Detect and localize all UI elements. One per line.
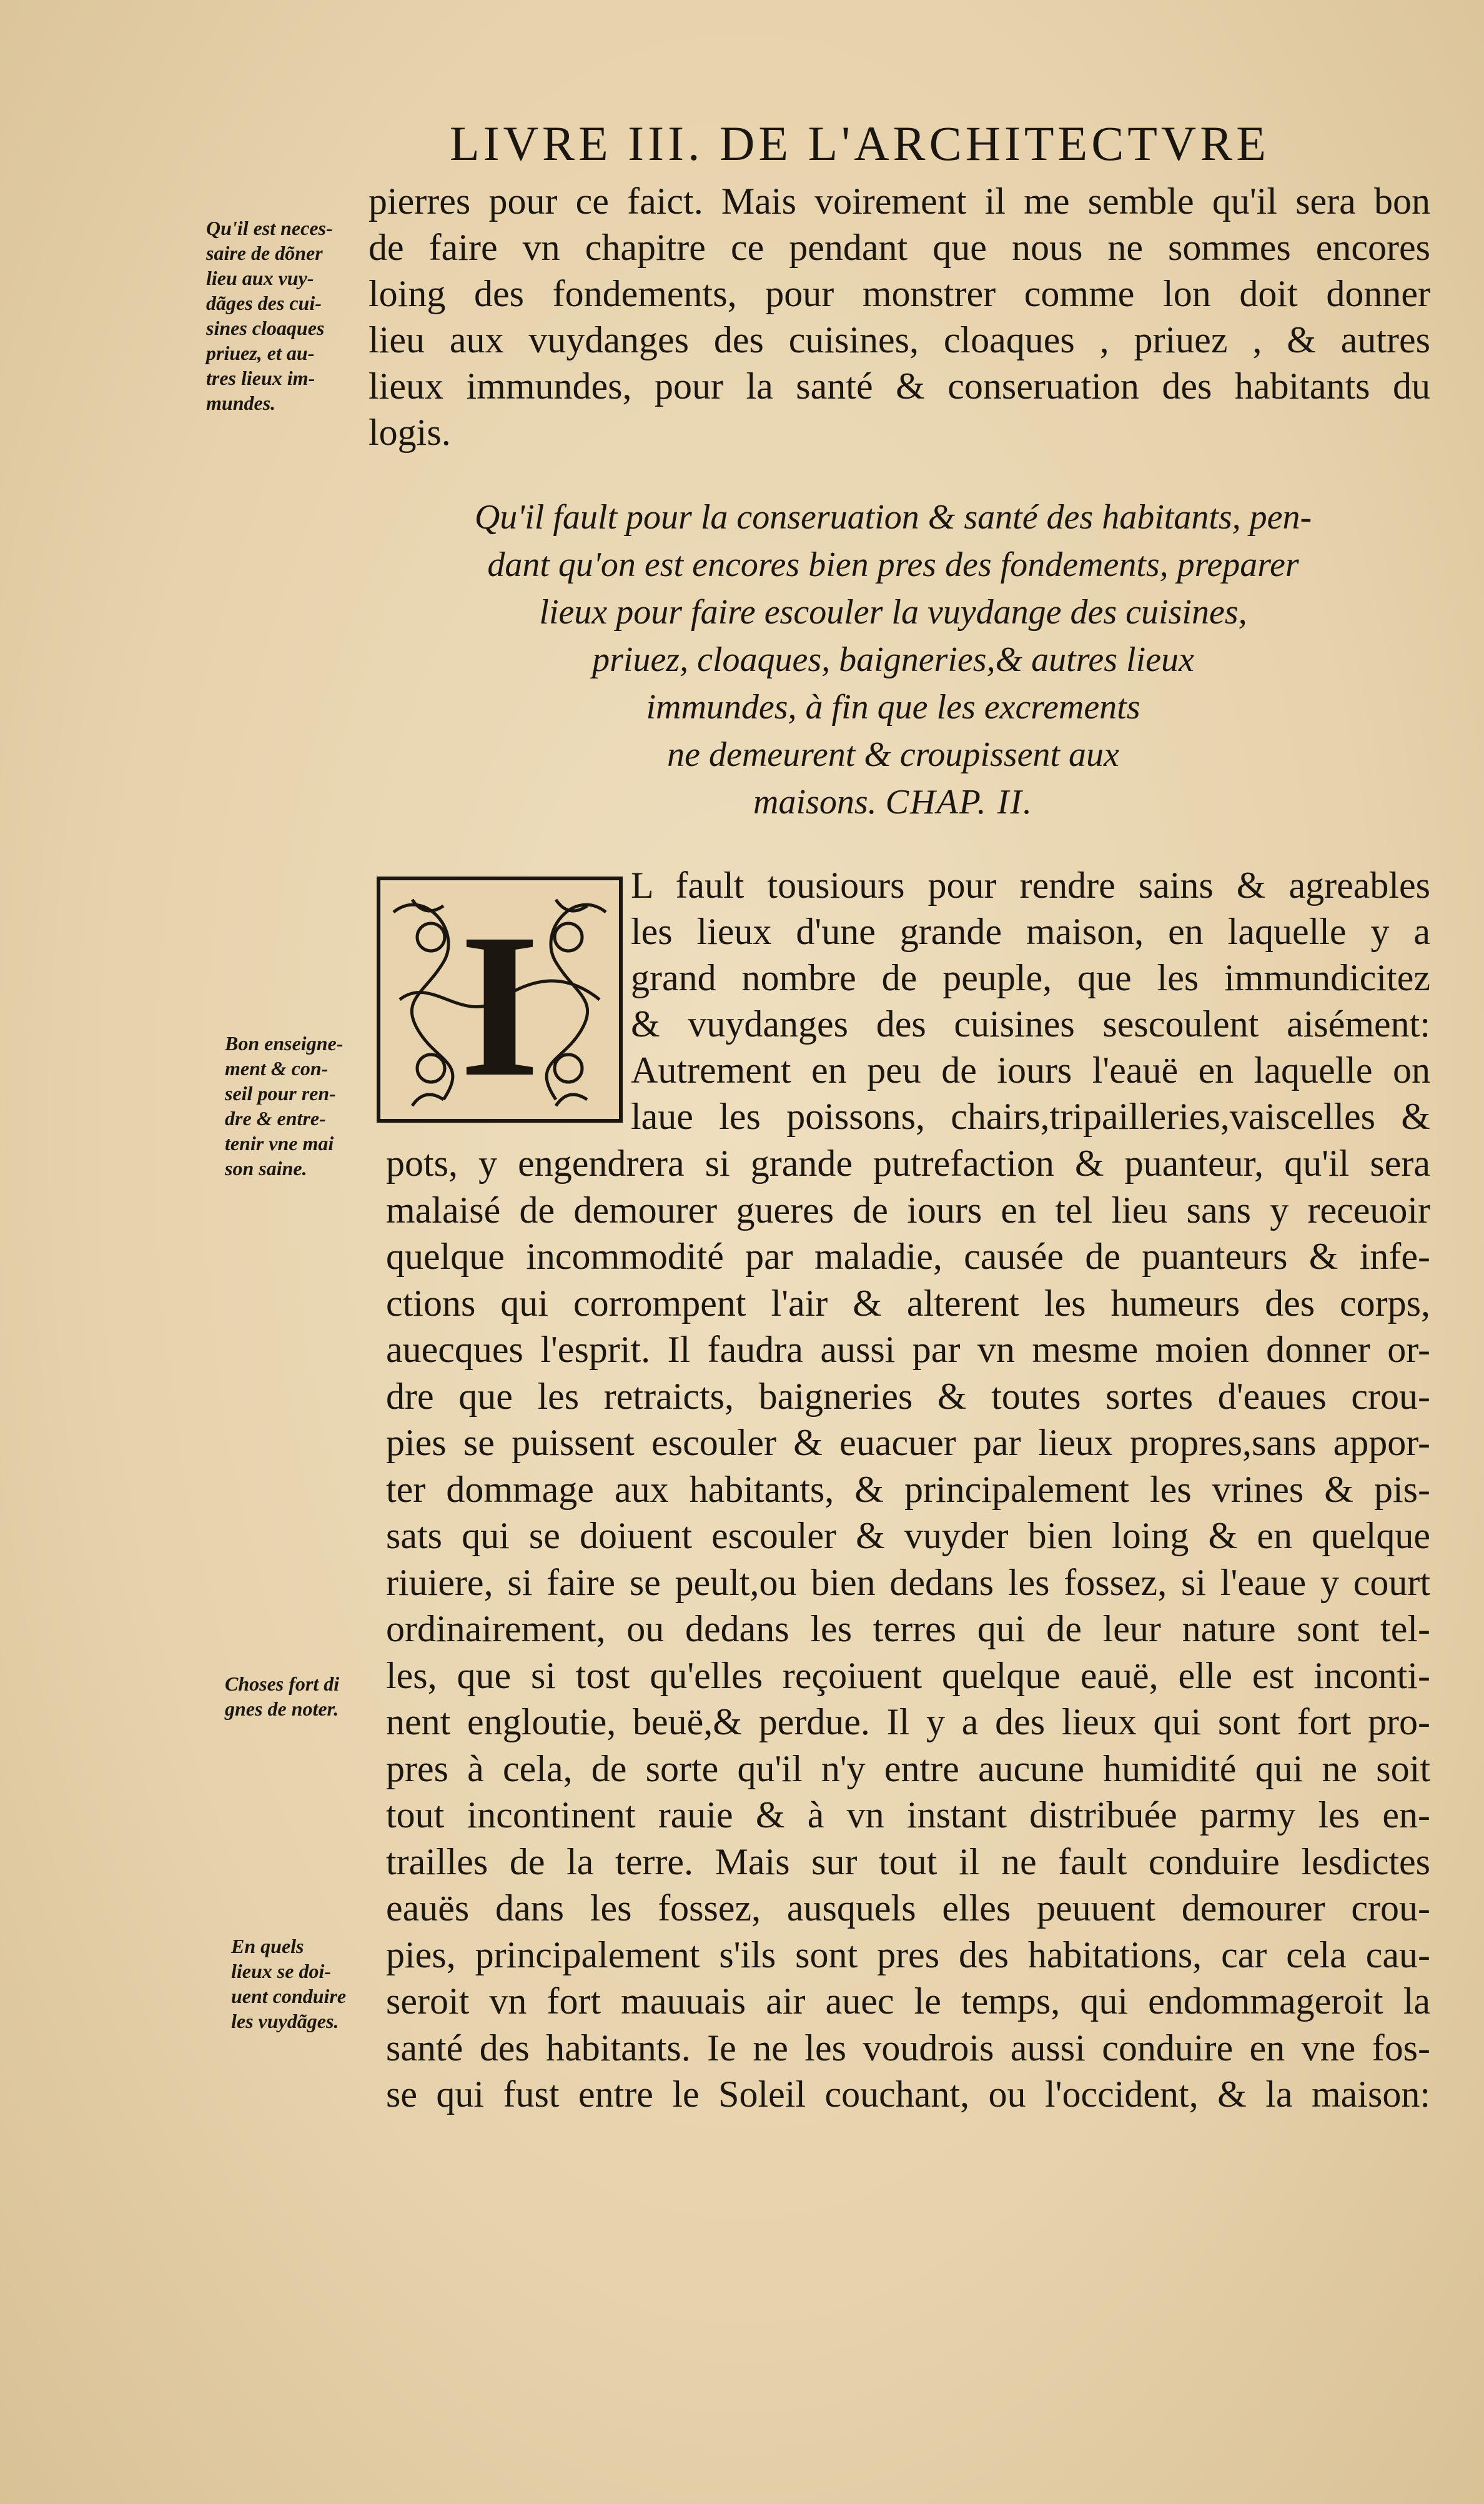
text-line: quelque incommodité par maladie, causée de puanteurs & infe- bbox=[386, 1236, 1430, 1277]
chapter-heading bbox=[387, 494, 1399, 826]
text-line: lieu aux vuydanges des cuisines, cloaques , priuez , & autres bbox=[369, 319, 1430, 360]
text-line: ctions qui corrompent l'air & alterent les humeurs des corps, bbox=[386, 1282, 1430, 1324]
margin-note-line: son saine. bbox=[225, 1157, 307, 1180]
text-line: & vuydanges des cuisines sescoulent aisément: bbox=[631, 1003, 1430, 1045]
text-line: sats qui se doiuent escouler & vuyder bien loing & en quelque bbox=[386, 1515, 1430, 1556]
margin-note-line: Qu'il est neces- bbox=[206, 217, 333, 239]
text-line: logis. bbox=[369, 412, 451, 453]
text-line: riuiere, si faire se peult,ou bien dedans les fossez, si l'eaue y court bbox=[386, 1561, 1430, 1603]
heading-line: immundes, à fin que les excrements bbox=[646, 688, 1140, 727]
heading-line bbox=[387, 778, 1399, 826]
heading-line: dant qu'on est encores bien pres des fondements, preparer bbox=[487, 545, 1299, 584]
text-line: dre que les retraicts, baigneries & toutes sortes d'eaues crou- bbox=[386, 1375, 1430, 1417]
margin-note-line: Choses fort di bbox=[225, 1672, 340, 1695]
text-line: pots, y engendrera si grande putrefaction & puanteur, qu'il sera bbox=[386, 1143, 1430, 1184]
margin-note-line: ment & con- bbox=[225, 1057, 329, 1080]
text-line: lieux immundes, pour la santé & conseruation des habitants du bbox=[369, 365, 1430, 407]
text-line: eauës dans les fossez, ausquels elles peuuent demourer crou- bbox=[386, 1887, 1430, 1929]
text-line: auecques l'esprit. Il faudra aussi par vn mesme moien donner or- bbox=[386, 1329, 1430, 1370]
initial-letter: I bbox=[459, 892, 540, 1120]
margin-note-line: les vuydãges. bbox=[231, 2010, 339, 2032]
text-line: grand nombre de peuple, que les immundicitez bbox=[631, 957, 1430, 998]
margin-note-line: Bon enseigne- bbox=[225, 1032, 344, 1055]
text-line: malaisé de demourer gueres de iours en tel lieu sans y receuoir bbox=[386, 1189, 1430, 1231]
margin-note-line: tres lieux im- bbox=[206, 367, 315, 389]
text-line: L fault tousiours pour rendre sains & agreables bbox=[631, 865, 1430, 906]
heading-last-words: maisons. bbox=[753, 783, 877, 822]
margin-note-line: tenir vne mai bbox=[225, 1132, 334, 1155]
margin-note-line: saire de dõner bbox=[206, 242, 323, 264]
text-line: ordinairement, ou dedans les terres qui de leur nature sont tel- bbox=[386, 1608, 1430, 1649]
body-paragraph bbox=[386, 1140, 1430, 2118]
text-line: santé des habitants. Ie ne les voudrois aussi conduire en vne fos- bbox=[386, 2027, 1430, 2069]
running-header: LIVRE III. DE L'ARCHITECTVRE bbox=[450, 116, 1270, 171]
heading-line: Qu'il fault pour la conseruation & santé des habitants, pen- bbox=[474, 498, 1312, 537]
margin-note-line: mundes. bbox=[206, 392, 276, 414]
top-text-block bbox=[369, 178, 1430, 455]
margin-note-line: gnes de noter. bbox=[225, 1697, 339, 1720]
margin-note-line: seil pour ren- bbox=[225, 1082, 336, 1105]
text-line: pierres pour ce faict. Mais voirement il me semble qu'il sera bon bbox=[369, 181, 1430, 222]
margin-note-bon-enseignement bbox=[225, 1031, 343, 1181]
text-line: tout incontinent rauie & à vn instant distribuée parmy les en- bbox=[386, 1794, 1430, 1836]
margin-note-line: dre & entre- bbox=[225, 1107, 326, 1130]
margin-note-line: En quels bbox=[231, 1935, 304, 1957]
text-line: pres à cela, de sorte qu'il n'y entre aucune humidité qui ne soit bbox=[386, 1747, 1430, 1789]
text-line: pies se puissent escouler & euacuer par lieux propres,sans appor- bbox=[386, 1422, 1430, 1463]
text-line: laue les poissons, chairs,tripailleries,vaiscelles & bbox=[631, 1096, 1430, 1137]
ornament-initial-icon bbox=[375, 875, 625, 1125]
heading-line: ne demeurent & croupissent aux bbox=[667, 735, 1119, 774]
margin-note-line: priuez, et au- bbox=[206, 342, 315, 364]
heading-line: priuez, cloaques, baigneries,& autres lieux bbox=[592, 640, 1194, 679]
margin-note-line: sines cloaques bbox=[206, 317, 325, 339]
paragraph-beside-initial bbox=[631, 862, 1430, 1140]
text-line: loing des fondements, pour monstrer comme lon doit donner bbox=[369, 273, 1430, 314]
text-line: pies, principalement s'ils sont pres des habitations, car cela cau- bbox=[386, 1934, 1430, 1975]
margin-note-en-quels-lieux bbox=[231, 1934, 346, 2034]
margin-note-choses-dignes bbox=[225, 1671, 339, 1721]
margin-note-line: dãges des cui- bbox=[206, 292, 322, 314]
margin-note-line: lieux se doi- bbox=[231, 1960, 331, 1982]
heading-line: lieux pour faire escouler la vuydange des cuisines, bbox=[539, 593, 1247, 632]
text-line: Autrement en peu de iours l'eauë en laquelle on bbox=[631, 1050, 1430, 1091]
margin-note-line: lieu aux vuy- bbox=[206, 267, 314, 289]
text-line: seroit vn fort mauuais air auec le temps, qui endommageroit la bbox=[386, 1980, 1430, 2022]
text-line: se qui fust entre le Soleil couchant, ou l'occident, & la maison: bbox=[386, 2074, 1430, 2115]
text-line: nent engloutie, beuë,& perdue. Il y a des lieux qui sont fort pro- bbox=[386, 1701, 1430, 1742]
text-line: les, que si tost qu'elles reçoiuent quelque eauë, elle est inconti- bbox=[386, 1654, 1430, 1696]
margin-note-line: uent conduire bbox=[231, 1985, 347, 2007]
decorated-initial bbox=[375, 875, 625, 1125]
text-line: de faire vn chapitre ce pendant que nous ne sommes encores bbox=[369, 227, 1430, 268]
chapter-label: CHAP. II. bbox=[885, 783, 1033, 822]
margin-note-vuydanges bbox=[206, 216, 333, 415]
text-line: trailles de la terre. Mais sur tout il ne fault conduire lesdictes bbox=[386, 1841, 1430, 1882]
text-line: les lieux d'une grande maison, en laquelle y a bbox=[631, 911, 1430, 952]
text-line: ter dommage aux habitants, & principalement les vrines & pis- bbox=[386, 1468, 1430, 1510]
